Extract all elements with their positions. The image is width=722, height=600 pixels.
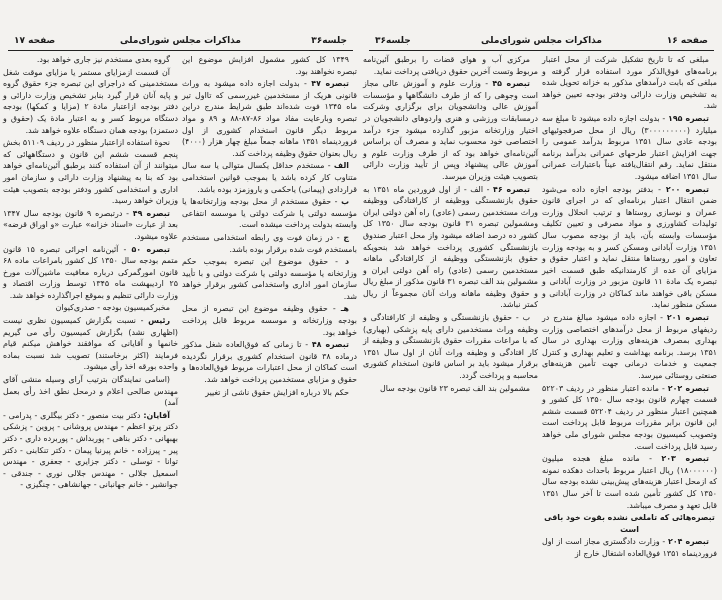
paragraph-text: - مانده اعتبار منظور در ردیف ۵۲۲۰۳ قسمت چهارم قانون بودجه سال ۱۳۵۰ کل کشور و همچنین اعتبار منظور در ردیف ۵۲۲۰۴ قسمت ششم این قانون برابر مقررات مربوط قابل پرداخت است وتصویب کمیسیون بودجه مجلس شورای ملی خواهد رسید قابل پرداخت است. <box>542 383 717 451</box>
paragraph-text: - بدولت اجازه داده میشود به وراث قانونی هریک از مستخدمین غیررسمی که تااول تیر ماه ۱۳۴۵ فوت شده‌اند طبق شرایط مندرج دراین تبصره وبارعایت مفاد مواد ۸۶-۸۷-۸۸ و ۸۹ و مواد مربوط دیگر قانون استخدام کشوری از اول فروردینماه ۱۳۵۱ ماهانه جمعاً مبلغ چهار هزار (۴۰۰۰) ریال بعنوان حقوق وظیفه پرداخت کند. <box>182 79 357 158</box>
paragraph <box>363 54 538 77</box>
paragraph-text: - مانده مبلغ هجده میلیون (۱۸۰۰۰۰۰۰) ریال اعتبار مربوط باحداث دهکده نمونه که ازمحل اعتبار هزینه‌های پیش‌بینی نشده بودجه سال ۱۳۵۰ کل کشور تأمین شده است تا آخر سال ۱۳۵۱ قابل تعهد و مصرف میباشد. <box>542 454 717 510</box>
paragraph <box>182 78 357 159</box>
paragraph-text: مشمولین بند الف تبصره ۲۳ قانون بودجه سال <box>379 383 530 393</box>
paragraph <box>3 137 178 207</box>
text-column <box>3 54 178 492</box>
session-number: جلسه۳۶ <box>375 36 411 46</box>
paragraph-text: آن قسمت ازمزایای مستمر یا مزایای موقت شغل مستخدمینی که دراجرای این تبصره جزء حقوق گروه و پایه آنان قرار گیرد بنابر تشخیص وزارت دارائی و دفتر بودجه ازاعتبار مادة ۲ (مزایا و کمکها) بودجه دستگاه مربوط کسر و به اعتبار مادة یک (حقوق و دستمزد) بودجه همان دستگاه علاوه خواهد شد. <box>3 67 178 135</box>
paragraph-text: مخبرکمیسیون بودجه - صدری‌کیوان <box>55 303 170 313</box>
page-number: صفحه ۱۶ <box>666 36 708 46</box>
paragraph-text: - درتبصره ۹ قانون بودجه سال ۱۳۴۷ بعد از عبارت «اسناد خزانه» عبارت «و اوراق قرضه» علاوه میشود. <box>3 208 178 241</box>
paragraph <box>3 208 178 243</box>
clause-heading: د <box>344 257 349 267</box>
paragraph-text: - مستخدم حداقل یکسال متوالی یا سه سال متناوب کار کرده باشد یا بموجب قوانین استخدامی قراردادی (پیمانی) یاحکمی و یاروزمزد بوده باشد. <box>182 161 357 194</box>
paragraph <box>3 302 178 314</box>
paragraph <box>542 536 717 559</box>
paragraph-text: دکتر بیت منصور - دکتر بیگلری - پدرامی - دکتر پرتو اعظم - مهندس پروشانی - پروین - پزشکی بهبهانی - دکتر بناهی - پوربداش - پوربرده داری - دکتر پیر - پیرزاده - خانم پیرنیا پیمان - دکتر تنکابنی - دکتر توانا - توسلی - دکتر جزایری - جعفری - مهندس اسمعیل جلالی - مهندس جلالی نوری - جندقی - جوانشیر - خانم جهانبانی - جهانشاهی - چنگیزی - <box>3 410 178 490</box>
clause-heading: تبصره ۲۰۱ <box>666 313 709 323</box>
clause-heading: ج <box>343 232 349 242</box>
page-header <box>8 36 353 51</box>
page-number: صفحه ۱۷ <box>14 36 56 46</box>
paragraph-text: - بدفتر بودجه اجازه داده می‌شود ضمن انتقال اعتبار برنامه‌ای که در اجرای قانون عمران و نوسازی روستاها و ترتیب انحلال وزارت تولیدات کشاورزی و مواد مصرفی و تعیین تکلیف مؤسسات وابسته بآن، باید از بودجه مصوب سال ۱۳۵۱ وزارت آبادانی ومسکن کسر و به بودجه وزارت تعاون و امور روستاها منتقل نماید و اعتبار حقوق و مزایای آن عده از کارمندانیکه طبق قسمت اخیر تبصره یک مادة ۱۱ قانون مزبور در وزارت آبادانی و مسکن باقی خواهند ماند کماکان در وزارت آبادانی و مسکن منظور نماید. <box>542 184 717 310</box>
paragraph <box>182 54 357 77</box>
paragraph-text: - آئین‌نامه اجرائی تبصره ۱۵ قانون متمم بودجه سال ۱۳۵۰ کل کشور بامراعات ماده ۶۸ قانون امورگمرکی درباره معافیت ماشین‌آلات مورخ ۲۵ اردیبهشت ماه ۱۳۴۵ توسط وزارت اقتصاد و وزارت دارائی تنظیم و بموقع اجراگذارده خواهد شد. <box>3 244 178 300</box>
paragraph-text: ۱۳۴۹ کل کشور مشمول افزایش موضوع این تبصره نخواهند بود. <box>182 55 357 76</box>
paragraph <box>182 160 357 195</box>
paragraph-text: (اسامی نمایندگان بترتیب آرای وسیله منشی آقای مهندس صالحی اعلام و درمحل نطق اخذ رأی بعمل آمد) <box>3 375 178 408</box>
text-column <box>363 54 538 395</box>
clause-heading: تبصره ۱۹۵ <box>668 113 709 123</box>
right-page <box>361 0 722 600</box>
paragraph-text: - حقوق وظیفه موضوع این تبصره از محل بودجه وزارتخانه و موسسه مربوط قابل پرداخت خواهد بود. <box>182 304 357 337</box>
paragraph-text: - حقوق مستخدم از محل بودجه وزارتخانه‌ها یا مؤسسه دولتی یا شرکت دولتی یا موسسه انتفاعی وابسته بدولت پرداخت میشده است. <box>182 197 357 230</box>
clause-heading: تبصره ۴۹ <box>132 208 170 218</box>
clause-heading: تبصره ۴۶ <box>493 184 530 194</box>
paragraph <box>542 512 717 535</box>
paragraph <box>182 256 357 302</box>
paragraph <box>182 232 357 255</box>
clause-heading: تبصره ۴۵ <box>492 79 530 89</box>
paragraph-text: - حقوق موضوع این تبصره بموجب حکم وزارتخانه یا مؤسسه دولتی یا شرکت دولتی و با تأیید سازمان امور اداری واستخدامی کشور برقرار خواهد شد. <box>182 257 357 301</box>
paragraph <box>542 113 717 183</box>
paragraph-text: تبصره‌هائی که تاملغی نشده بقوت خود باقی است <box>544 513 715 534</box>
paragraph <box>182 387 357 399</box>
clause-heading: الف <box>333 161 349 171</box>
paragraph-text: - وزارت دادگستری مجاز است از اول فروردینماه ۱۳۵۱ فوق‌العاده اشتغال خارج از <box>542 537 717 558</box>
publication-title: مذاکرات مجلس شورای‌ملی <box>481 36 602 46</box>
paragraph-text: حکم بالا درباره افزایش حقوق ناشی از تغییر <box>205 387 349 397</box>
paragraph <box>542 453 717 511</box>
clause-heading: تبصره ۲۰۲ <box>667 383 709 393</box>
paragraph-text: مرکزی آب و هوای قضات را برطبق آئین‌نامه مربوط وتست آخرین حقوق دریافتی پرداخت نماید. <box>363 55 538 76</box>
clause-heading: تبصره ۲۰۰ <box>665 184 709 194</box>
paragraph <box>363 184 538 312</box>
paragraph <box>542 312 717 382</box>
paragraph-text: - وزارت علوم و آموزش عالی مجاز است وجوهی را که از طرف دانشگاهها و مؤسسات آموزش عالی ودانشجویان برای برگزاری وشرکت درمسابقات ورزشی و هنری واردوهای دانشجویان در اختیار وزارتخانه مزبور گذارده میشود جزء درآمد اختصاصی خود محسوب نماید و مصرف آن براساس آئین‌نامه‌ای خواهد بود که از طرف وزارت علوم و آموزش عالی پیشنهاد وپس از تأیید وزارت دارائی بتصویب هیئت وزیران میرسد. <box>363 79 538 181</box>
paragraph-text: ب - حقوق بازنشستگی و وظیفه از کارافتادگی و وظیفه وراث مستخدمین دارای پایه پزشکی (بهیاری) که با مراعات مقررات حقوق بازنشستگی و وظیفه از کار افتادگی و وظیفه وراث آنان از اول سال ۱۳۵۱ برقرار میشود باید بر اساس قانون استخدام کشوری محاسبه و پرداخت گردد. <box>363 313 538 381</box>
text-column <box>542 54 717 561</box>
paragraph <box>3 410 178 491</box>
paragraph <box>363 383 538 395</box>
clause-heading: هـ <box>340 304 349 314</box>
text-column <box>182 54 357 399</box>
clause-heading: ب <box>341 197 349 207</box>
publication-title: مذاکرات مجلس شورای‌ملی <box>120 36 241 46</box>
clause-heading: تبصره ۵۰ <box>131 244 170 254</box>
paragraph <box>3 244 178 302</box>
session-number: جلسه۳۶ <box>311 36 347 46</box>
paragraph-text: - بدولت اجازه داده میشود تا مبلغ سه میلیارد (۳۰۰۰۰۰۰۰۰۰) ریال از محل صرفجوئیهای بودجه عادی سال ۱۳۵۱ مربوط بدرآمد عمومی را جهت افزایش اعتبار طرحهای عمرانی بدرآمد برنامه منتقل نماید. رقم انتقال‌یافته عیناً باعتبارات عمرانی سال ۱۳۵۱ اضافه میشود. <box>542 113 717 181</box>
paragraph <box>3 315 178 373</box>
paragraph-text: گروه بعدی مستخدم نیز جاری خواهد بود. <box>36 55 170 64</box>
paragraph <box>542 54 717 112</box>
paragraph <box>182 339 357 385</box>
paragraph <box>3 54 178 66</box>
clause-heading: تبصره ۲۰۳ <box>661 454 709 464</box>
paragraph-text: - الف - از اول فروردین ماه ۱۳۵۱ به حقوق بازنشستگی ووظیفه از کارافتادگی ووظیفه وراث مستخدمین رسمی (عادی) راه آهن دولتی ایران ومشمولین تبصره ۳۱ قانون بودجه سال ۱۳۵۰ کل کشور ده درصد اضافه میشود واز محل اعتبار صندوق بازنشستگی کشوری پرداخت خواهد شد بنحویکه حقوق بازنشستگی ووظیفه از کارافتادگی ماهانه مستخدمین رسمی (عادی) راه آهن دولتی ایران و مشمولین بند الف تبصره ۳۱ قانون مذکور از مبلغ ریال و حقوق وظیفه ماهانه وراث آنان مجموعاً از ریال کمتر نباشد. <box>363 184 539 310</box>
clause-heading: تبصره ۴۸ <box>311 340 349 350</box>
paragraph <box>3 374 178 409</box>
paragraph <box>182 196 357 231</box>
paragraph <box>363 78 538 182</box>
paragraph-text: نحوة استفاده ازاعتبار منظور در ردیف ۵۱۱۰۹ بخش پنجم قسمت ششم این قانون و دستگاههائی که میتوانند از آن استفاده کنند برطبق آئین‌نامه‌ای خواهد بود که بنا به پیشنهاد وزارت دارائی و سازمان امور اداری و استخدامی کشور ودفتر بودجه بتصویب هیئت وزیران خواهد رسید. <box>3 138 178 206</box>
paragraph <box>542 184 717 312</box>
paragraph-text: - نسبت بگزارش کمیسیون نظری نیست (اظهاری نشد) بگزارش کمیسیون رأی می گیریم خانمها و آقایانی که موافقند خواهش میکنم قیام فرمایند (اکثر برخاستند) تصویب شد نسبت بماده واحده بورقه اخذ رأی میشود. <box>3 316 178 372</box>
paragraph-text: - اجازه داده میشود مبالغ مندرج در ردیفهای مربوط از محل درآمدهای اختصاصی وزارت بهداری بمصرف هزینه‌های وزارت بهداری در سال ۱۳۵۱ برسد. برنامه بهداشت و تعلیم بهداری و کنترل جمعیت و خدمات درمانی جهت تأمین هزینه‌های صنعتی روستائی میرسد. <box>542 313 717 381</box>
paragraph-text: مبلغی که تا تاریخ تشکیل شرکت از محل اعتبار برنامه‌های فوق‌الذکر مورد استفاده قرار گرفته و مبلغی که بابت درآمدهای مذکور به خزانه تحویل شده به تشخیص وزارت دارائی ودفتر بودجه تعیین خواهد شد. <box>542 55 717 111</box>
page-header <box>369 36 714 51</box>
paragraph <box>3 67 178 137</box>
paragraph <box>542 383 717 453</box>
paragraph <box>363 312 538 382</box>
paragraph <box>182 303 357 338</box>
paragraph-text: - تا زمانی که فوق‌العاده شغل مذکور درماده ۳۸ قانون استخدام کشوری برقرار نگردیده است کماکان از محل اعتبارات مربوط فوق‌العاده‌ها و حقوق و مزایای مستخدمین پرداخت خواهد شد. <box>182 340 357 385</box>
clause-heading: رئیس <box>148 316 170 326</box>
paragraph-text: - در زمان فوت وی رابطه استخدامی مستخدم بامستخدم فوت شده برقرار بوده باشد. <box>182 232 357 254</box>
clause-heading: آقایان: <box>143 410 170 420</box>
clause-heading: تبصره ۴۷ <box>311 79 349 89</box>
clause-heading: تبصره ۲۰۴ <box>668 537 709 547</box>
